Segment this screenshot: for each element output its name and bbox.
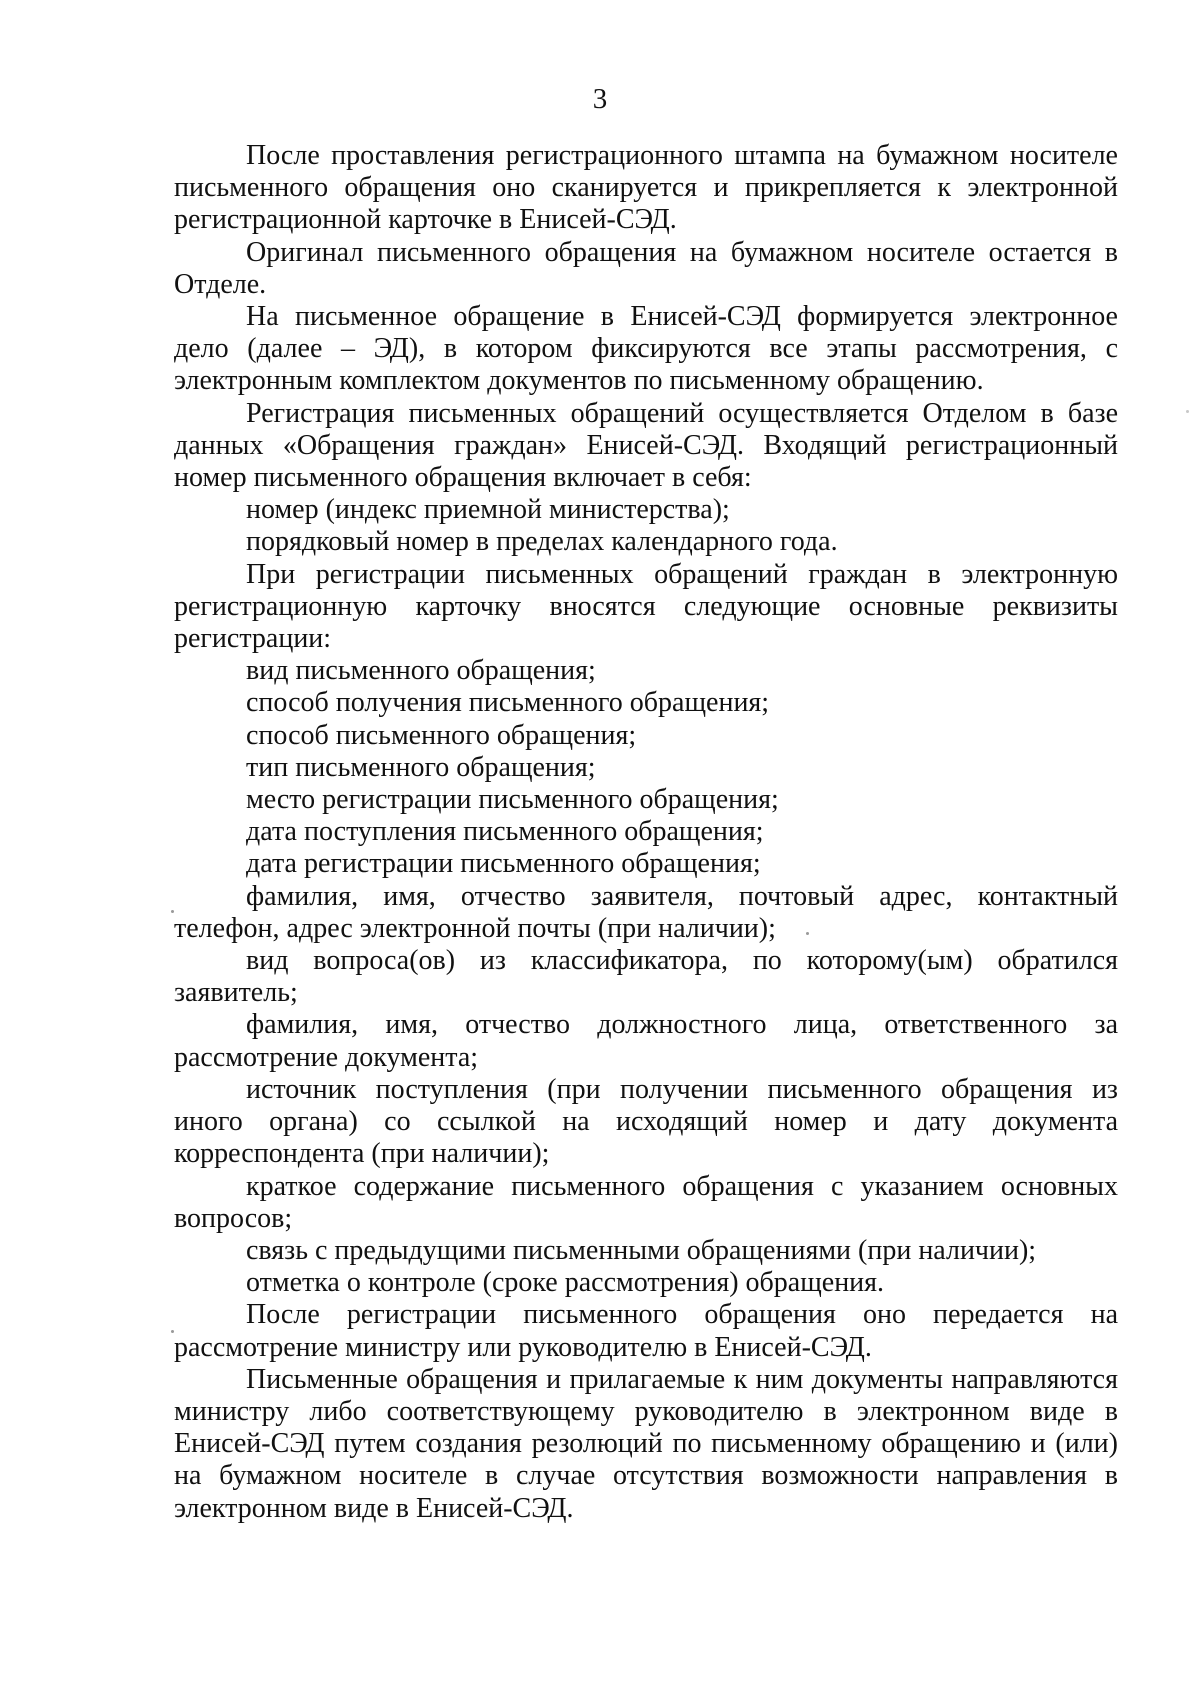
paragraph-original: Оригинал письменного обращения на бумажном носителе остается в Отделе. [174,236,1118,300]
requisite-item: дата поступления письменного обращения; [246,816,764,848]
paragraph-routing: Письменные обращения и прилагаемые к ним документы направляются министру либо соответствующему руководителю в электронном виде в Енисей-СЭД путем создания резолюций по письменному обращению и (или) на бумажном носителе в случае отсутствия возможности направления в электронном виде в Енисей-СЭД. [174,1363,1118,1524]
number-item: порядковый номер в пределах календарного года. [246,526,838,558]
paragraph-registration: Регистрация письменных обращений осуществляется Отделом в базе данных «Обращения граждан» Енисей-СЭД. Входящий регистрационный номер письменного обращения включает в себя: [174,397,1118,494]
requisite-item: место регистрации письменного обращения; [246,784,779,816]
scan-dot [806,932,809,935]
paragraph-electronic-case: На письменное обращение в Енисей-СЭД формируется электронное дело (далее – ЭД), в котором фиксируются все этапы рассмотрения, с электронным комплектом документов по письменному обращению. [174,301,1118,397]
page-number: 3 [592,83,608,115]
document-body [174,140,1118,1525]
requisite-item: способ получения письменного обращения; [246,687,770,719]
requisite-item: фамилия, имя, отчество должностного лица, ответственного за рассмотрение документа; [174,1009,1118,1073]
requisite-item: отметка о контроле (сроке рассмотрения) обращения. [246,1267,885,1299]
requisite-item: тип письменного обращения; [246,751,596,783]
paragraph-requisites-intro: При регистрации письменных обращений граждан в электронную регистрационную карточку вносятся следующие основные реквизиты регистрации: [174,558,1118,655]
paragraph-after-registration: После регистрации письменного обращения оно передается на рассмотрение министру или руководителю в Енисей-СЭД. [174,1299,1118,1363]
requisite-item: краткое содержание письменного обращения с указанием основных вопросов; [174,1170,1118,1234]
scan-dot [1186,410,1189,413]
requisite-item: источник поступления (при получении письменного обращения из иного органа) со ссылкой на исходящий номер и дату документа корреспондента (при наличии); [174,1073,1118,1170]
requisite-item: способ письменного обращения; [246,719,637,751]
scan-dot [171,1330,174,1333]
scan-dot [171,910,174,913]
number-item: номер (индекс приемной министерства); [246,494,730,526]
paragraph-scanning: После проставления регистрационного штампа на бумажном носителе письменного обращения оно сканируется и прикрепляется к электронной регистрационной карточке в Енисей-СЭД. [174,140,1118,236]
requisite-item: фамилия, имя, отчество заявителя, почтовый адрес, контактный телефон, адрес электронной почты (при наличии); [174,880,1118,944]
requisite-item: вид вопроса(ов) из классификатора, по которому(ым) обратился заявитель; [174,945,1118,1009]
requisite-item: вид письменного обращения; [246,655,596,687]
requisite-item: дата регистрации письменного обращения; [246,848,761,880]
requisite-item: связь с предыдущими письменными обращениями (при наличии); [246,1234,1037,1266]
